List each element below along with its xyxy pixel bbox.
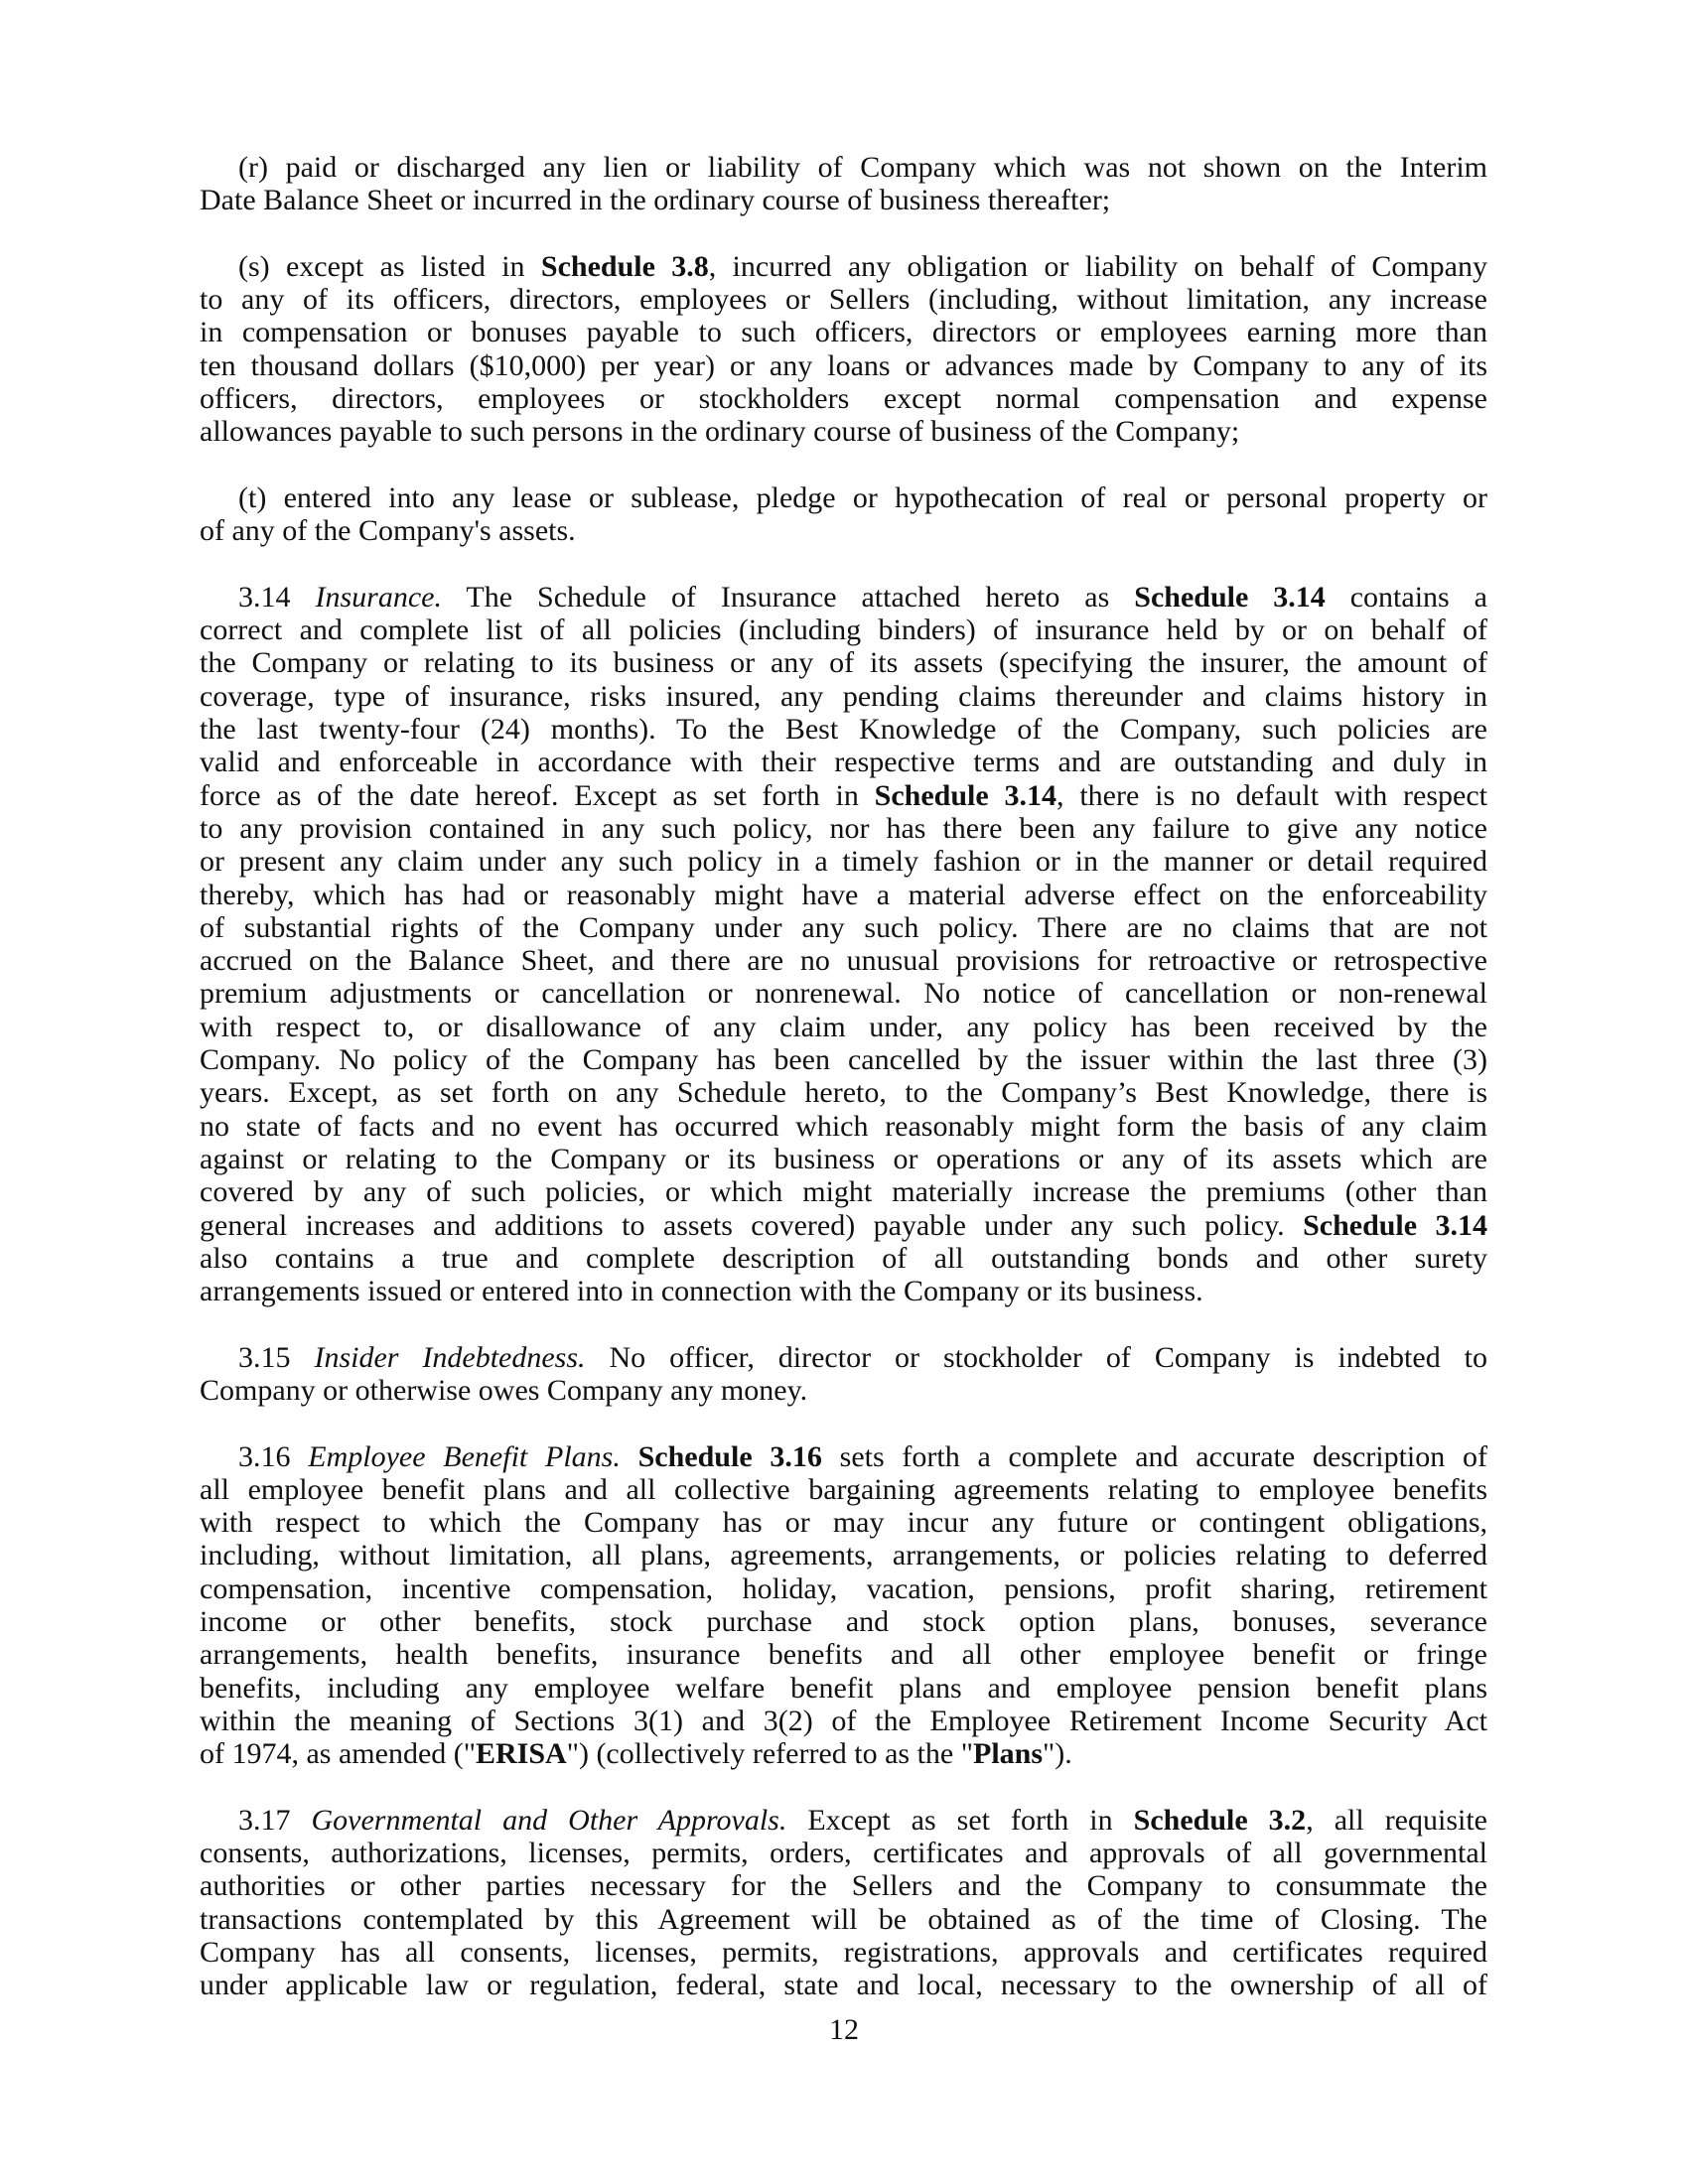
text-run: Except as set forth in [786, 1803, 1134, 1837]
section-heading: Employee Benefit Plans. [308, 1439, 621, 1473]
text-run: the last twenty-four (24) months). To the Best Knowledge of the Company, such policies are [200, 713, 1487, 747]
text-run: Date Balance Sheet or incurred in the ordinary course of business thereafter; [200, 184, 1111, 217]
text-line [200, 879, 1487, 911]
text-run: , incurred any obligation or liability on behalf of Company [708, 249, 1487, 283]
text-line [200, 1539, 1487, 1571]
page-number: 12 [829, 2013, 859, 2046]
text-run: ten thousand dollars ($10,000) per year) or any loans or advances made by Company to any of its [200, 348, 1487, 382]
text-run: Company has all consents, licenses, permits, registrations, approvals and certificates required [200, 1936, 1487, 1970]
text-run: contains a [1325, 580, 1487, 614]
text-run: officers, directors, employees or stockholders except normal compensation and expense [200, 382, 1487, 416]
text-run: including, without limitation, all plans, agreements, arrangements, or policies relating to deferred [200, 1539, 1487, 1572]
text-line [200, 283, 1487, 316]
text-run: no state of facts and no event has occurred which reasonably might form the basis of any claim [200, 1109, 1487, 1143]
bold-reference: ERISA [476, 1737, 567, 1771]
text-run: within the meaning of Sections 3(1) and 3(2) of the Employee Retirement Income Security Act [200, 1704, 1487, 1737]
text-run: with respect to which the Company has or may incur any future or contingent obligations, [200, 1506, 1487, 1540]
paragraph-r [200, 151, 1487, 217]
text-line [200, 382, 1487, 415]
text-run: accrued on the Balance Sheet, and there are no unusual provisions for retroactive or retrospective [200, 944, 1487, 978]
text-run: income or other benefits, stock purchase and stock option plans, bonuses, severance [200, 1605, 1487, 1639]
text-run [621, 1440, 638, 1473]
document-body [200, 151, 1487, 2035]
text-run: 3.17 [238, 1803, 312, 1837]
text-run: Company or otherwise owes Company any money. [200, 1373, 808, 1407]
text-run: allowances payable to such persons in the ordinary course of business of the Company; [200, 415, 1240, 449]
text-run: also contains a true and complete description of all outstanding bonds and other surety [200, 1241, 1487, 1275]
text-line [200, 1209, 1487, 1242]
text-line [200, 1011, 1487, 1043]
text-line [200, 1903, 1487, 1936]
text-line [200, 1638, 1487, 1671]
text-run: 3.16 [238, 1439, 309, 1473]
paragraph-3-17 [200, 1804, 1487, 2002]
paragraph-t [200, 481, 1487, 548]
text-line [200, 845, 1487, 878]
text-line [200, 1804, 1487, 1837]
bold-reference: Schedule 3.14 [874, 778, 1057, 812]
bold-reference: Schedule 3.14 [1303, 1208, 1487, 1242]
text-line [200, 1572, 1487, 1605]
text-run: The Schedule of Insurance attached hereto as [441, 580, 1135, 614]
text-line [200, 1605, 1487, 1638]
text-line [200, 1341, 1487, 1374]
section-heading: Governmental and Other Approvals. [311, 1803, 787, 1837]
text-run: covered by any of such policies, or which might materially increase the premiums (other than [200, 1175, 1487, 1209]
text-line [200, 349, 1487, 382]
text-run: (s) except as listed in [238, 249, 541, 283]
text-line [200, 1374, 1487, 1407]
text-run: No officer, director or stockholder of Company is indebted to [585, 1340, 1487, 1374]
text-line [200, 1143, 1487, 1175]
text-line [200, 184, 1487, 216]
text-run: thereby, which has had or reasonably might have a material adverse effect on the enforceability [200, 878, 1487, 911]
text-run: to any provision contained in any such policy, nor has there been any failure to give any notice [200, 811, 1487, 845]
text-line [200, 250, 1487, 283]
text-line [200, 911, 1487, 944]
text-line [200, 1506, 1487, 1539]
text-run: in compensation or bonuses payable to such officers, directors or employees earning more than [200, 316, 1487, 349]
text-run: compensation, incentive compensation, holiday, vacation, pensions, profit sharing, retirement [200, 1571, 1487, 1605]
text-line [200, 514, 1487, 547]
text-run: "). [1043, 1737, 1072, 1771]
bold-reference: Schedule 3.14 [1134, 580, 1326, 614]
paragraph-3-14 [200, 581, 1487, 1308]
text-line [200, 415, 1487, 448]
text-run: , all requisite [1306, 1803, 1487, 1837]
text-run: against or relating to the Company or its business or operations or any of its assets which are [200, 1142, 1487, 1175]
text-line [200, 1076, 1487, 1109]
text-run: (t) entered into any lease or sublease, pledge or hypothecation of real or personal property or [238, 480, 1487, 514]
text-run: consents, authorizations, licenses, permits, orders, certificates and approvals of all governmental [200, 1837, 1487, 1870]
text-run: all employee benefit plans and all collective bargaining agreements relating to employee benefits [200, 1472, 1487, 1506]
section-heading: Insider Indebtedness. [314, 1340, 586, 1374]
text-run: under applicable law or regulation, federal, state and local, necessary to the ownership of all of [200, 1969, 1487, 2002]
text-line [200, 944, 1487, 977]
text-line [200, 779, 1487, 812]
text-run: benefits, including any employee welfare benefit plans and employee pension benefit plans [200, 1671, 1487, 1705]
text-run: years. Except, as set forth on any Schedule hereto, to the Company’s Best Knowledge, there is [200, 1076, 1487, 1110]
text-run: transactions contemplated by this Agreement will be obtained as of the time of Closing. The [200, 1902, 1487, 1936]
text-line [200, 646, 1487, 679]
text-line [200, 581, 1487, 614]
text-line [200, 1672, 1487, 1705]
text-line [200, 1837, 1487, 1869]
section-heading: Insurance. [315, 580, 442, 614]
text-run: arrangements, health benefits, insurance benefits and all other employee benefit or fringe [200, 1638, 1487, 1672]
text-run: 3.14 [238, 580, 316, 614]
text-run: general increases and additions to assets covered) payable under any such policy. [200, 1208, 1304, 1242]
text-run: authorities or other parties necessary for the Sellers and the Company to consummate the [200, 1869, 1487, 1903]
bold-reference: Plans [973, 1737, 1044, 1771]
text-line [200, 1936, 1487, 1969]
text-line [200, 151, 1487, 184]
text-line [200, 316, 1487, 348]
text-line [200, 1869, 1487, 1902]
text-line [200, 614, 1487, 646]
text-run: or present any claim under any such policy in a timely fashion or in the manner or detail required [200, 845, 1487, 879]
text-run: ") (collectively referred to as the " [566, 1737, 973, 1771]
text-run: of 1974, as amended (" [200, 1737, 476, 1771]
text-run: (r) paid or discharged any lien or liability of Company which was not shown on the Interim [238, 151, 1487, 184]
text-line [200, 1705, 1487, 1737]
text-run: of any of the Company's assets. [200, 514, 576, 548]
text-run: , there is no default with respect [1056, 778, 1488, 812]
text-run: force as of the date hereof. Except as set forth in [200, 778, 875, 812]
text-run: with respect to, or disallowance of any claim under, any policy has been received by the [200, 1010, 1487, 1043]
text-line [200, 1473, 1487, 1506]
text-run: premium adjustments or cancellation or nonrenewal. No notice of cancellation or non-renewal [200, 977, 1487, 1011]
text-line [200, 481, 1487, 514]
text-line [200, 1737, 1487, 1770]
text-run: valid and enforceable in accordance with their respective terms and are outstanding and duly in [200, 746, 1487, 779]
text-line [200, 1175, 1487, 1208]
text-run: the Company or relating to its business or any of its assets (specifying the insurer, the amount of [200, 646, 1487, 680]
bold-reference: Schedule 3.16 [637, 1439, 822, 1473]
text-run: of substantial rights of the Company under any such policy. There are no claims that are not [200, 910, 1487, 944]
text-line [200, 713, 1487, 746]
paragraph-3-15 [200, 1341, 1487, 1408]
text-line [200, 680, 1487, 713]
text-line [200, 1969, 1487, 2001]
text-line [200, 1440, 1487, 1473]
paragraph-3-16 [200, 1440, 1487, 1771]
text-line [200, 812, 1487, 845]
text-line [200, 1242, 1487, 1275]
text-run: arrangements issued or entered into in connection with the Company or its business. [200, 1275, 1203, 1308]
text-run: correct and complete list of all policies (including binders) of insurance held by or on behalf of [200, 614, 1487, 647]
bold-reference: Schedule 3.8 [540, 249, 709, 283]
text-line [200, 1110, 1487, 1143]
text-run: coverage, type of insurance, risks insured, any pending claims thereunder and claims history in [200, 679, 1487, 713]
paragraph-s [200, 250, 1487, 449]
text-line [200, 977, 1487, 1010]
text-run: to any of its officers, directors, employees or Sellers (including, without limitation, any increase [200, 283, 1487, 317]
text-line [200, 1275, 1487, 1307]
text-run: 3.15 [238, 1340, 315, 1374]
text-line [200, 1043, 1487, 1076]
text-line [200, 746, 1487, 778]
text-run: Company. No policy of the Company has been cancelled by the issuer within the last three (3) [200, 1043, 1487, 1077]
bold-reference: Schedule 3.2 [1133, 1803, 1307, 1837]
text-run: sets forth a complete and accurate description of [821, 1439, 1488, 1473]
